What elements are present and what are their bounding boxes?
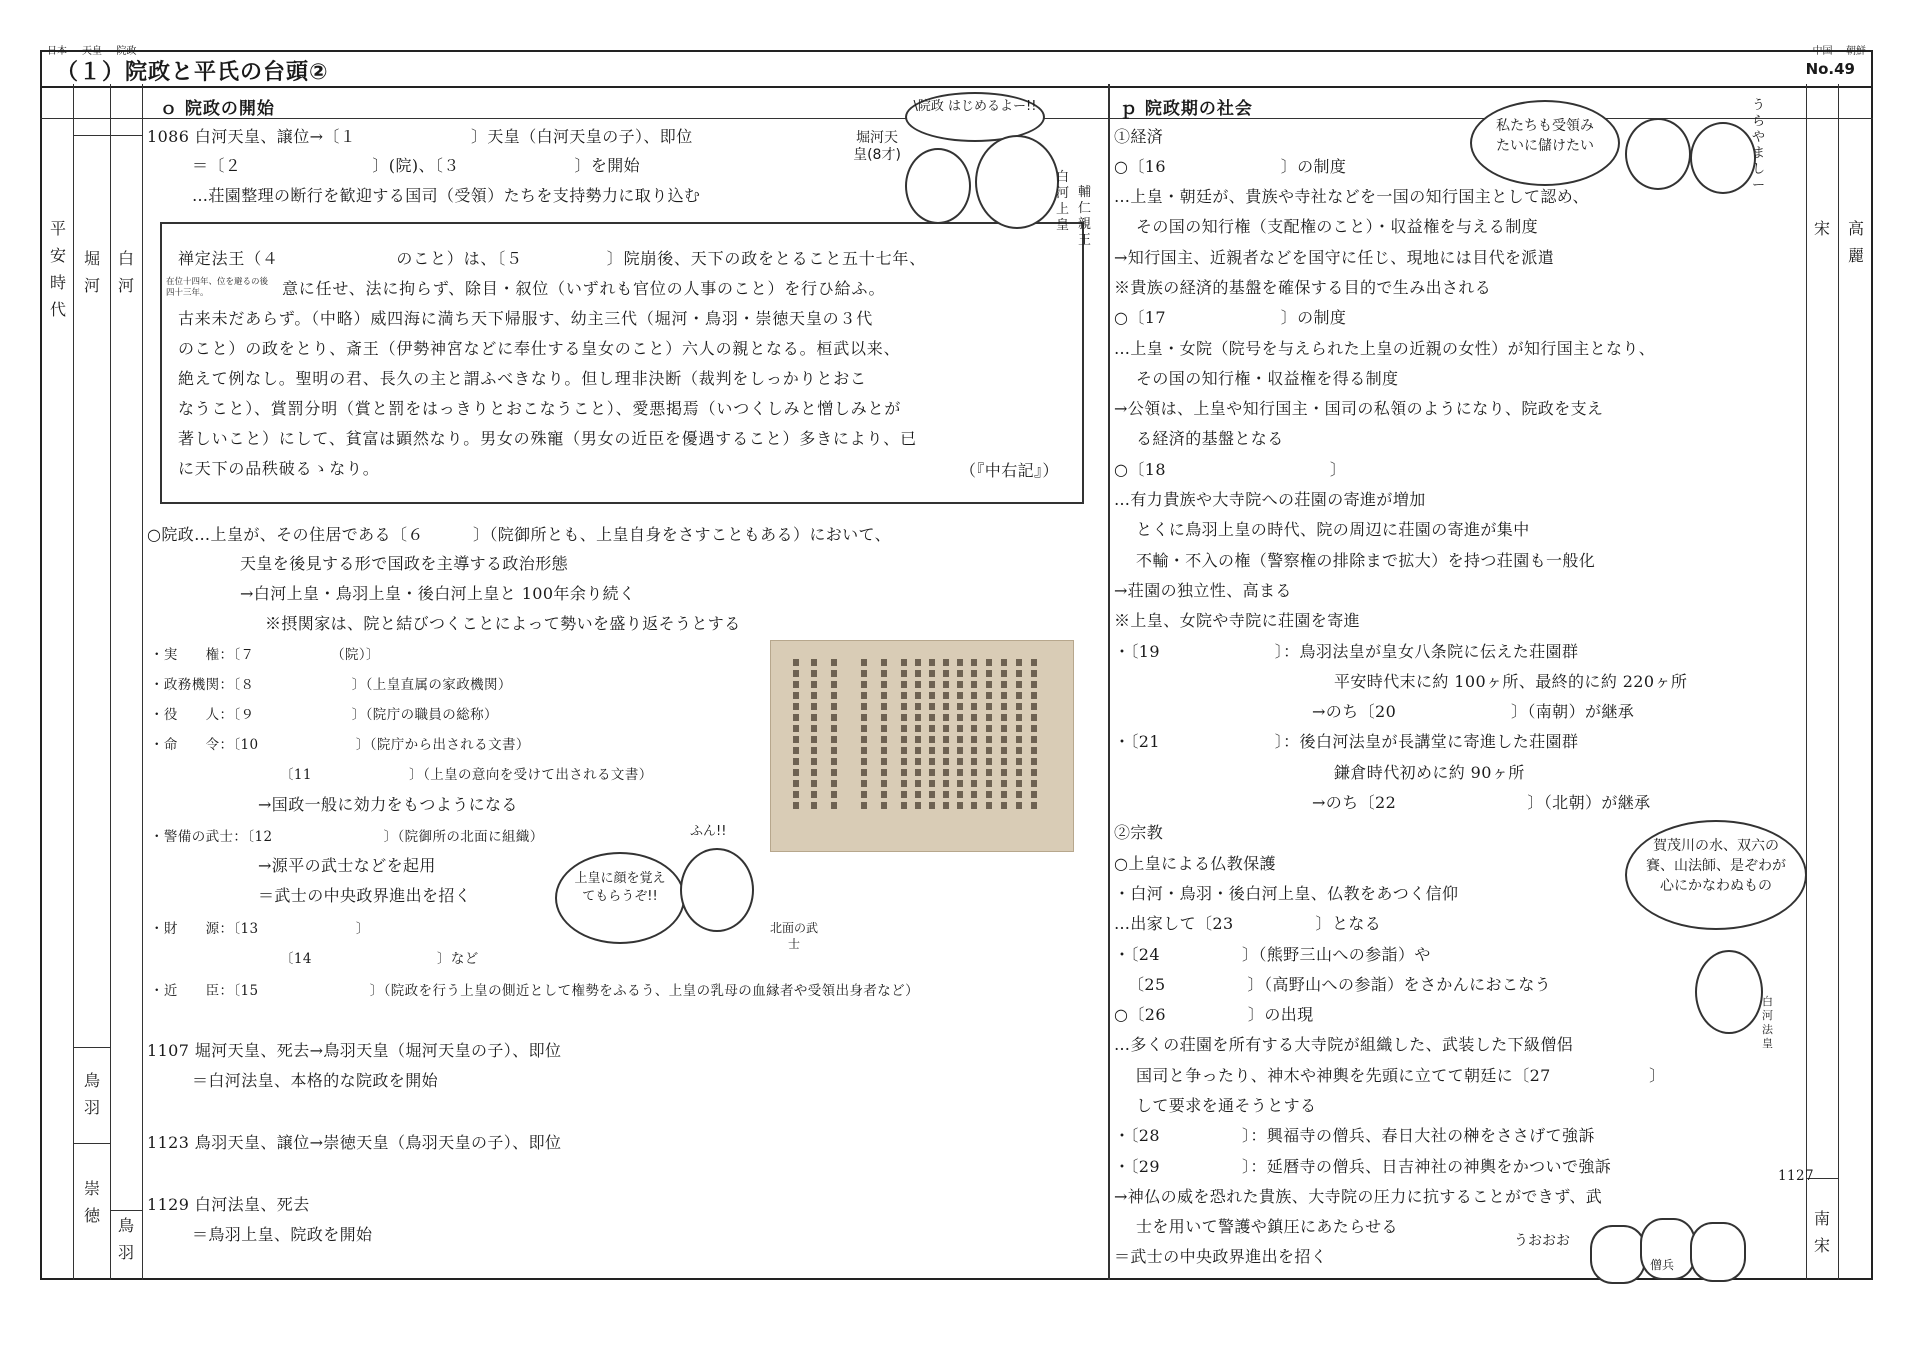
korea-goryeo: 高麗 [1847, 219, 1864, 265]
right-line: ・〔19 〕：鳥羽法皇が皇女八条院に伝えた荘園群 [1114, 642, 1579, 661]
bushi-speech-bubble: 上皇に顔を覚えてもらうぞ!! [555, 852, 685, 944]
right-line: 士を用いて警護や鎮圧にあたらせる [1136, 1217, 1398, 1236]
insei-tick-1086 [111, 135, 142, 136]
event-line: ＝鳥羽上皇、院政を開始 [192, 1225, 373, 1244]
right-line: とくに鳥羽上皇の時代、院の周辺に荘園の寄進が集中 [1136, 520, 1530, 539]
item-line: ＝武士の中央政界進出を招く [258, 886, 472, 905]
right-line: …多くの荘園を所有する大寺院が組織した、武装した下級僧侶 [1114, 1035, 1574, 1054]
col-header-nihon: 日本 [47, 46, 67, 57]
left-line: …荘園整理の断行を歓迎する国司（受領）たちを支持勢力に取り込む [192, 186, 701, 205]
right-line: …出家して〔23 〕となる [1114, 914, 1382, 933]
era-heian: 平安時代 [49, 219, 66, 319]
uoo-label: うおおお [1514, 1233, 1570, 1249]
right-line: る経済的基盤となる [1136, 429, 1284, 448]
right-line: ①経済 [1114, 127, 1164, 146]
quote-line: なうこと）、賞罰分明（賞と罰をはっきりとおこなうこと）、愛悪掲焉（いつくしみと憎しみとが [178, 399, 902, 418]
insei-definition: 天皇を後見する形で国政を主導する政治形態 [240, 554, 569, 573]
shirakawa-label: 白河上皇 [1056, 170, 1070, 233]
noble-illustration [1690, 122, 1756, 194]
right-line: ②宗教 [1114, 823, 1164, 842]
right-line: →知行国主、近親者などを国守に任じ、現地には目代を派遣 [1114, 248, 1555, 267]
shirakawa-illustration [975, 135, 1059, 229]
tenno-tick-1107 [74, 1047, 110, 1048]
event-line: ＝白河法皇、本格的な院政を開始 [192, 1071, 439, 1090]
insei-definition: →白河上皇・鳥羽上皇・後白河上皇と 100年余り続く [240, 584, 636, 603]
divider-center [1108, 84, 1110, 1280]
right-line: 平安時代末に約 100ヶ所、最終的に約 220ヶ所 [1334, 672, 1688, 691]
kamo-speech-bubble: 賀茂川の水、双六の賽、山法師、是ぞわが心にかなわぬもの [1625, 820, 1807, 930]
right-line: ※上皇、女院や寺院に荘園を寄進 [1114, 611, 1361, 630]
item-line: 〔11 〕（上皇の意向を受けて出される文書） [280, 767, 653, 783]
item-line: ・政務機関：〔８ 〕（上皇直属の家政機関） [150, 677, 512, 693]
item-line: ・実 権：〔７ （院）〕 [150, 647, 380, 663]
shirakawa-hoo-illustration [1695, 950, 1763, 1034]
insei-shirakawa: 白河 [117, 249, 134, 295]
item-line: →国政一般に効力をもつようになる [258, 795, 518, 814]
tenno-tick-1086 [74, 135, 110, 136]
divider-insei [142, 84, 143, 1280]
right-heading: ｐ 院政期の社会 [1120, 99, 1253, 119]
china-southern-song: 南宋 [1813, 1209, 1830, 1255]
item-line: →源平の武士などを起用 [258, 856, 436, 875]
insei-tick-1129 [111, 1210, 142, 1211]
divider-nihon [73, 84, 74, 1280]
event-line: 1107 堀河天皇、死去→鳥羽天皇（堀河天皇の子）、即位 [147, 1041, 562, 1060]
item-line: 〔14 〕など [280, 951, 479, 967]
right-line: ・〔29 〕：延暦寺の僧兵、日吉神社の神輿をかついで強訴 [1114, 1157, 1612, 1176]
right-line: →のち〔22 〕（北朝）が継承 [1312, 793, 1651, 812]
right-line: …上皇・朝廷が、貴族や寺社などを一国の知行国主として認め、 [1114, 187, 1589, 206]
quote-note: 在位十四年、位を避るの後四十三年。 [166, 277, 269, 298]
right-line: ○〔26 〕の出現 [1114, 1005, 1314, 1024]
document-photo [770, 640, 1074, 852]
left-heading: ｏ 院政の開始 [160, 99, 275, 119]
col-header-tenno: 天皇 [82, 46, 102, 57]
quote-line: 禅定法王（４ のこと）は、〔５ 〕院崩後、天下の政をとること五十七年、 [178, 249, 927, 268]
sohei-label: 僧兵 [1650, 1258, 1675, 1272]
right-line: →神仏の威を恐れた貴族、大寺院の圧力に抗することができず、武 [1114, 1187, 1603, 1206]
left-line: 1086 白河天皇、譲位→〔１ 〕天皇（白河天皇の子）、即位 [147, 127, 693, 146]
event-line: 1123 鳥羽天皇、譲位→崇徳天皇（鳥羽天皇の子）、即位 [147, 1133, 562, 1152]
col-header-china: 中国 [1812, 46, 1833, 57]
tenno-horikawa: 堀河 [83, 249, 100, 295]
sohei-illustration [1590, 1225, 1646, 1284]
hokumen-label: 北面の武士 [770, 921, 819, 951]
right-line: その国の知行権・収益権を得る制度 [1136, 369, 1399, 388]
right-line: …有力貴族や大寺院への荘園の寄進が増加 [1114, 490, 1426, 509]
quote-source: （『中右記』） [960, 461, 1059, 480]
divider-korea [1838, 84, 1839, 1280]
quote-line: 古来未だあらず。（中略）威四海に満ち天下帰服す、幼主三代（堀河・鳥羽・崇徳天皇の３代 [178, 309, 874, 328]
sohei-illustration [1690, 1222, 1746, 1282]
item-line: ・近 臣：〔15 〕（院政を行う上皇の側近として権勢をふるう、上皇の乳母の血縁者や受領出身者など） [150, 983, 919, 999]
right-line: 〔25 〕（高野山への参詣）をさかんにおこなう [1128, 975, 1552, 994]
quote-line: に天下の品秩破るゝなり。 [178, 459, 380, 478]
right-line: ※貴族の経済的基盤を確保する目的で生み出される [1114, 278, 1492, 297]
china-song: 宋 [1813, 219, 1830, 238]
right-line: …上皇・女院（院号を与えられた上皇の近親の女性）が知行国主となり、 [1114, 339, 1656, 358]
right-line: 鎌倉時代初めに約 90ヶ所 [1334, 763, 1525, 782]
horikawa-label: 堀河天皇(8才) [853, 130, 901, 163]
quote-line: のこと）の政をとり、斎王（伊勢神宮などに奉仕する皇女のこと）六人の親となる。桓武以来、 [178, 339, 901, 358]
quote-line: 意に任せ、法に拘らず、除目・叙位（いずれも官位の人事のこと）を行ひ給ふ。 [282, 279, 886, 298]
tenno-sutoku: 崇徳 [83, 1179, 100, 1225]
right-line: ・〔24 〕（熊野三山への参詣）や [1114, 945, 1431, 964]
right-line: ○上皇による仏教保護 [1114, 854, 1276, 873]
right-line: ・〔21 〕：後白河法皇が長講堂に寄進した荘園群 [1114, 732, 1579, 751]
item-line: ・命 令：〔10 〕（院庁から出される文書） [150, 737, 530, 753]
tenno-toba: 鳥羽 [83, 1071, 100, 1117]
right-line: ・〔28 〕：興福寺の僧兵、春日大社の榊をささげて強訴 [1114, 1126, 1595, 1145]
yorihito-label: 輔仁親王 [1078, 185, 1092, 248]
right-line: →公領は、上皇や知行国主・国司の私領のようになり、院政を支え [1114, 399, 1604, 418]
right-line: ○〔16 〕の制度 [1114, 157, 1347, 176]
noble-illustration [1625, 118, 1691, 190]
left-line: ＝〔２ 〕(院)、〔３ 〕を開始 [192, 156, 641, 175]
insei-definition: ※摂関家は、院と結びつくことによって勢いを盛り返そうとする [265, 614, 741, 633]
right-line: ○〔17 〕の制度 [1114, 308, 1347, 327]
right-line: ＝武士の中央政界進出を招く [1114, 1247, 1328, 1266]
right-line: その国の知行権（支配権のこと）・収益権を与える制度 [1136, 217, 1539, 236]
divider-china [1806, 84, 1807, 1280]
right-line: ・白河・鳥羽・後白河上皇、仏教をあつく信仰 [1114, 884, 1459, 903]
fun-exclamation: ふん!! [690, 824, 727, 839]
page-number: No.49 [1805, 60, 1855, 78]
right-line: →のち〔20 〕（南朝）が継承 [1312, 702, 1635, 721]
page-title: （１）院政と平氏の台頭② [56, 60, 329, 85]
insei-definition: ○院政…上皇が、その住居である〔６ 〕（院御所とも、上皇自身をさすこともある）において、 [147, 525, 892, 544]
item-line: ・財 源：〔13 〕 [150, 921, 370, 937]
china-year-1127: 1127 [1778, 1168, 1814, 1184]
insei-toba: 鳥羽 [117, 1216, 134, 1262]
right-line: 国司と争ったり、神木や神輿を先頭に立てて朝廷に〔27 〕 [1136, 1066, 1666, 1085]
event-line: 1129 白河法皇、死去 [147, 1195, 310, 1214]
insei-speech-bubble: \院政 はじめるよー!! [905, 92, 1045, 142]
item-line: ・警備の武士：〔12 〕（院御所の北面に組織） [150, 829, 544, 845]
col-header-insei: 院政 [116, 46, 137, 57]
col-header-korea: 朝鮮 [1846, 46, 1866, 57]
right-line: 不輸・不入の権（警察権の排除まで拡大）を持つ荘園も一般化 [1136, 551, 1596, 570]
right-line: ○〔18 〕 [1114, 460, 1347, 479]
divider-tenno [110, 84, 111, 1280]
item-line: ・役 人：〔９ 〕（院庁の職員の総称） [150, 707, 498, 723]
quote-line: 著しいこと）にして、貧富は顕然なり。男女の殊寵（男女の近臣を優遇すること）多きにより、已 [178, 429, 917, 448]
tenno-tick-1123 [74, 1143, 110, 1144]
shirakawa-hoo-label: 白河法皇 [1762, 995, 1773, 1050]
horikawa-illustration [905, 148, 971, 224]
right-line: →荘園の独立性、高まる [1114, 581, 1292, 600]
wish-speech-bubble: 私たちも受領みたいに儲けたい [1470, 100, 1620, 186]
right-line: して要求を通そうとする [1136, 1096, 1317, 1115]
bushi-illustration [680, 848, 754, 932]
title-bar [42, 52, 1871, 88]
quote-line: 絶えて例なし。聖明の君、長久の主と謂ふべきなり。但し理非決断（裁判をしっかりとおこ [178, 369, 867, 388]
urayamashii-label: うらやましー [1752, 98, 1766, 193]
